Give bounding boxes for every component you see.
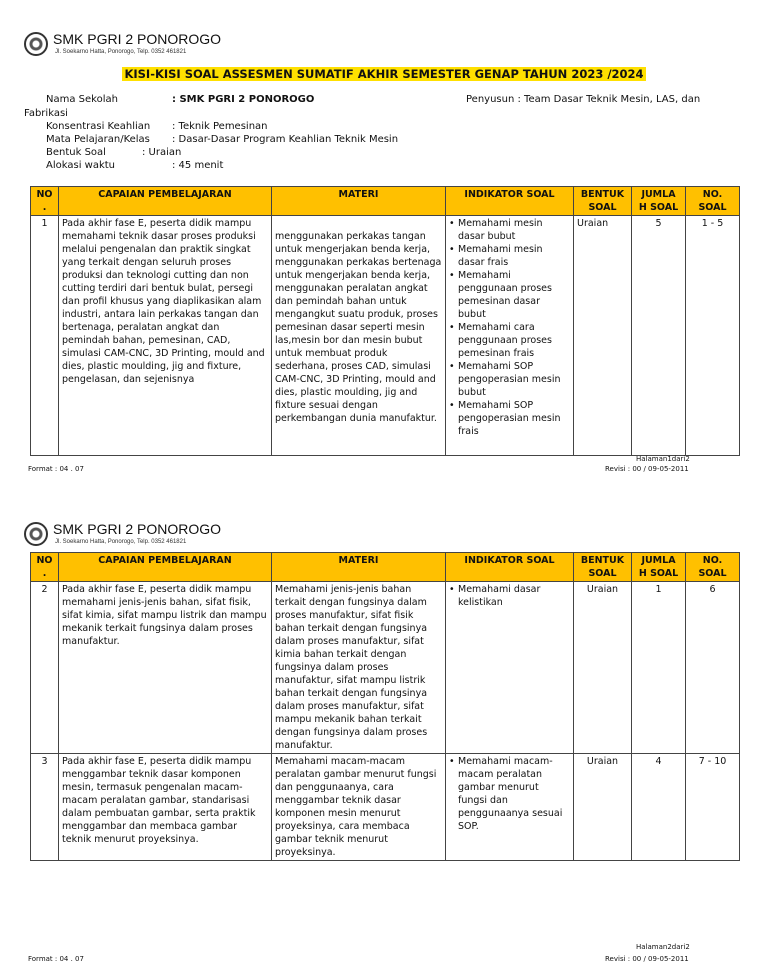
row-materi: Memahami macam-macam peralatan gambar menurut fungsi dan penggunaanya, cara menggambar teknik dasar komponen mesin menurut proyeksinya, cara membaca gambar teknik menurut proyeksinya.	[272, 754, 446, 861]
school-address: Jl. Soekarno Hatta, Ponorogo, Telp. 0352 461821	[55, 49, 187, 55]
row-jumlah: 5	[632, 216, 686, 456]
col-no-soal: NO. SOAL	[686, 553, 740, 582]
row-bentuk: Uraian	[574, 216, 632, 456]
col-jumlah: JUMLA H SOAL	[632, 553, 686, 582]
school-logo	[24, 522, 48, 546]
table-row	[31, 216, 740, 456]
konsentrasi-value: : Teknik Pemesinan	[172, 121, 268, 132]
col-indikator: INDIKATOR SOAL	[446, 187, 574, 216]
table-row	[31, 754, 740, 861]
row-jumlah: 4	[632, 754, 686, 861]
row-no-soal: 6	[686, 582, 740, 754]
row-capaian: Pada akhir fase E, peserta didik mampu memahami jenis-jenis bahan, sifat fisik, sifat kimia, sifat mampu listrik dan mampu mekanik terkait fungsinya dalam proses manufaktur.	[59, 582, 272, 754]
document-title: KISI-KISI SOAL ASSESMEN SUMATIF AKHIR SEMESTER GENAP TAHUN 2023 /2024	[124, 67, 644, 81]
bentuk-label: Bentuk Soal	[46, 147, 106, 158]
row-no: 2	[31, 582, 59, 754]
row-materi: Memahami jenis-jenis bahan terkait dengan fungsinya dalam proses manufaktur, sifat fisik bahan terkait dengan fungsinya dalam proses manufaktur, sifat kimia bahan terkait dengan fungsinya dalam proses manufaktur, sifat mampu listrik bahan terkait dengan fungsinya dalam proses manufaktur, sifat mampu mekanik bahan terkait dengan fungsinya dalam proses manufaktur.	[272, 582, 446, 754]
row-bentuk: Uraian	[574, 582, 632, 754]
kisi-table-page2	[30, 552, 740, 861]
col-bentuk: BENTUK SOAL	[574, 187, 632, 216]
nama-sekolah-label: Nama Sekolah	[46, 94, 118, 105]
col-no: NO .	[31, 553, 59, 582]
penyusun-cont: Fabrikasi	[24, 108, 68, 119]
row-jumlah: 1	[632, 582, 686, 754]
alokasi-value: : 45 menit	[172, 160, 224, 171]
page1-revisi: Revisi : 00 / 09-05-2011	[605, 465, 689, 473]
row-no: 3	[31, 754, 59, 861]
list-item: • Memahami mesin dasar frais	[457, 243, 570, 269]
page1-format: Format : 04 . 07	[28, 465, 84, 473]
table-header-row	[31, 553, 740, 582]
col-materi: MATERI	[272, 553, 446, 582]
mapel-label: Mata Pelajaran/Kelas	[46, 134, 150, 145]
page2-halaman: Halaman2dari2	[636, 943, 690, 951]
col-jumlah: JUMLA H SOAL	[632, 187, 686, 216]
konsentrasi-label: Konsentrasi Keahlian	[46, 121, 151, 132]
page2-format: Format : 04 . 07	[28, 955, 84, 963]
row-indikator	[446, 754, 574, 861]
row-no-soal: 7 - 10	[686, 754, 740, 861]
kisi-table-page1	[30, 186, 740, 456]
col-capaian: CAPAIAN PEMBELAJARAN	[59, 553, 272, 582]
bentuk-value: : Uraian	[142, 147, 182, 158]
school-name: SMK PGRI 2 PONOROGO	[53, 31, 222, 47]
page1-halaman: Halaman1dari2	[636, 455, 690, 463]
school-address: Jl. Soekarno Hatta, Ponorogo, Telp. 0352 461821	[55, 539, 187, 545]
col-materi: MATERI	[272, 187, 446, 216]
row-capaian: Pada akhir fase E, peserta didik mampu menggambar teknik dasar komponen mesin, termasuk pengenalan macam-macam peralatan gambar, standarisasi dalam pembuatan gambar, serta praktik menggambar dan membaca gambar teknik menurut proyeksinya.	[59, 754, 272, 861]
table-row	[31, 582, 740, 754]
table-header-row	[31, 187, 740, 216]
list-item: • Memahami penggunaan proses pemesinan dasar bubut	[457, 269, 570, 321]
list-item: • Memahami dasar kelistikan	[457, 583, 570, 609]
row-bentuk: Uraian	[574, 754, 632, 861]
list-item: • Memahami mesin dasar bubut	[457, 217, 570, 243]
penyusun: Penyusun : Team Dasar Teknik Mesin, LAS, dan	[466, 94, 701, 105]
col-no: NO .	[31, 187, 59, 216]
school-logo	[24, 32, 48, 56]
col-no-soal: NO. SOAL	[686, 187, 740, 216]
col-indikator: INDIKATOR SOAL	[446, 553, 574, 582]
title-wrap	[0, 63, 768, 82]
mapel-value: : Dasar-Dasar Program Keahlian Teknik Mesin	[172, 134, 399, 145]
alokasi-label: Alokasi waktu	[46, 160, 116, 171]
row-no: 1	[31, 216, 59, 456]
page2-revisi: Revisi : 00 / 09-05-2011	[605, 955, 689, 963]
row-indikator	[446, 582, 574, 754]
row-indikator	[446, 216, 574, 456]
school-name: SMK PGRI 2 PONOROGO	[53, 521, 222, 537]
col-capaian: CAPAIAN PEMBELAJARAN	[59, 187, 272, 216]
col-bentuk: BENTUK SOAL	[574, 553, 632, 582]
list-item: • Memahami macam-macam peralatan gambar menurut fungsi dan penggunaanya sesuai SOP.	[457, 755, 570, 833]
list-item: • Memahami cara penggunaan proses pemesinan frais	[457, 321, 570, 360]
nama-sekolah-value: : SMK PGRI 2 PONOROGO	[172, 94, 315, 105]
list-item: • Memahami SOP pengoperasian mesin frais	[457, 399, 570, 438]
row-materi: menggunakan perkakas tangan untuk mengerjakan benda kerja, menggunakan perkakas bertenaga untuk mengerjakan benda kerja, menggunakan peralatan angkat dan pemindah bahan untuk mengangkut suatu produk, proses pemesinan dasar seperti mesin las,mesin bor dan mesin bubut untuk membuat produk sederhana, proses CAD, simulasi CAM-CNC, 3D Printing, mould and dies, plastic moulding, jig and fixture sesuai dengan perkembangan dunia manufaktur.	[272, 216, 446, 456]
list-item: • Memahami SOP pengoperasian mesin bubut	[457, 360, 570, 399]
row-capaian: Pada akhir fase E, peserta didik mampu memahami teknik dasar proses produksi melalui pengenalan dan praktik singkat yang terkait dengan seluruh proses produksi dan teknologi cutting dan non cutting terdiri dari bentuk bulat, persegi dan profil khusus yang diaplikasikan alam industri, antara lain perkakas tangan dan bertenaga, peralatan angkat dan pemindah bahan, pemesinan, CAD, simulasi CAM-CNC, 3D Printing, mould and dies, plastic moulding, jig and fixture, pengelasan, dan sejenisnya	[59, 216, 272, 456]
row-no-soal: 1 - 5	[686, 216, 740, 456]
